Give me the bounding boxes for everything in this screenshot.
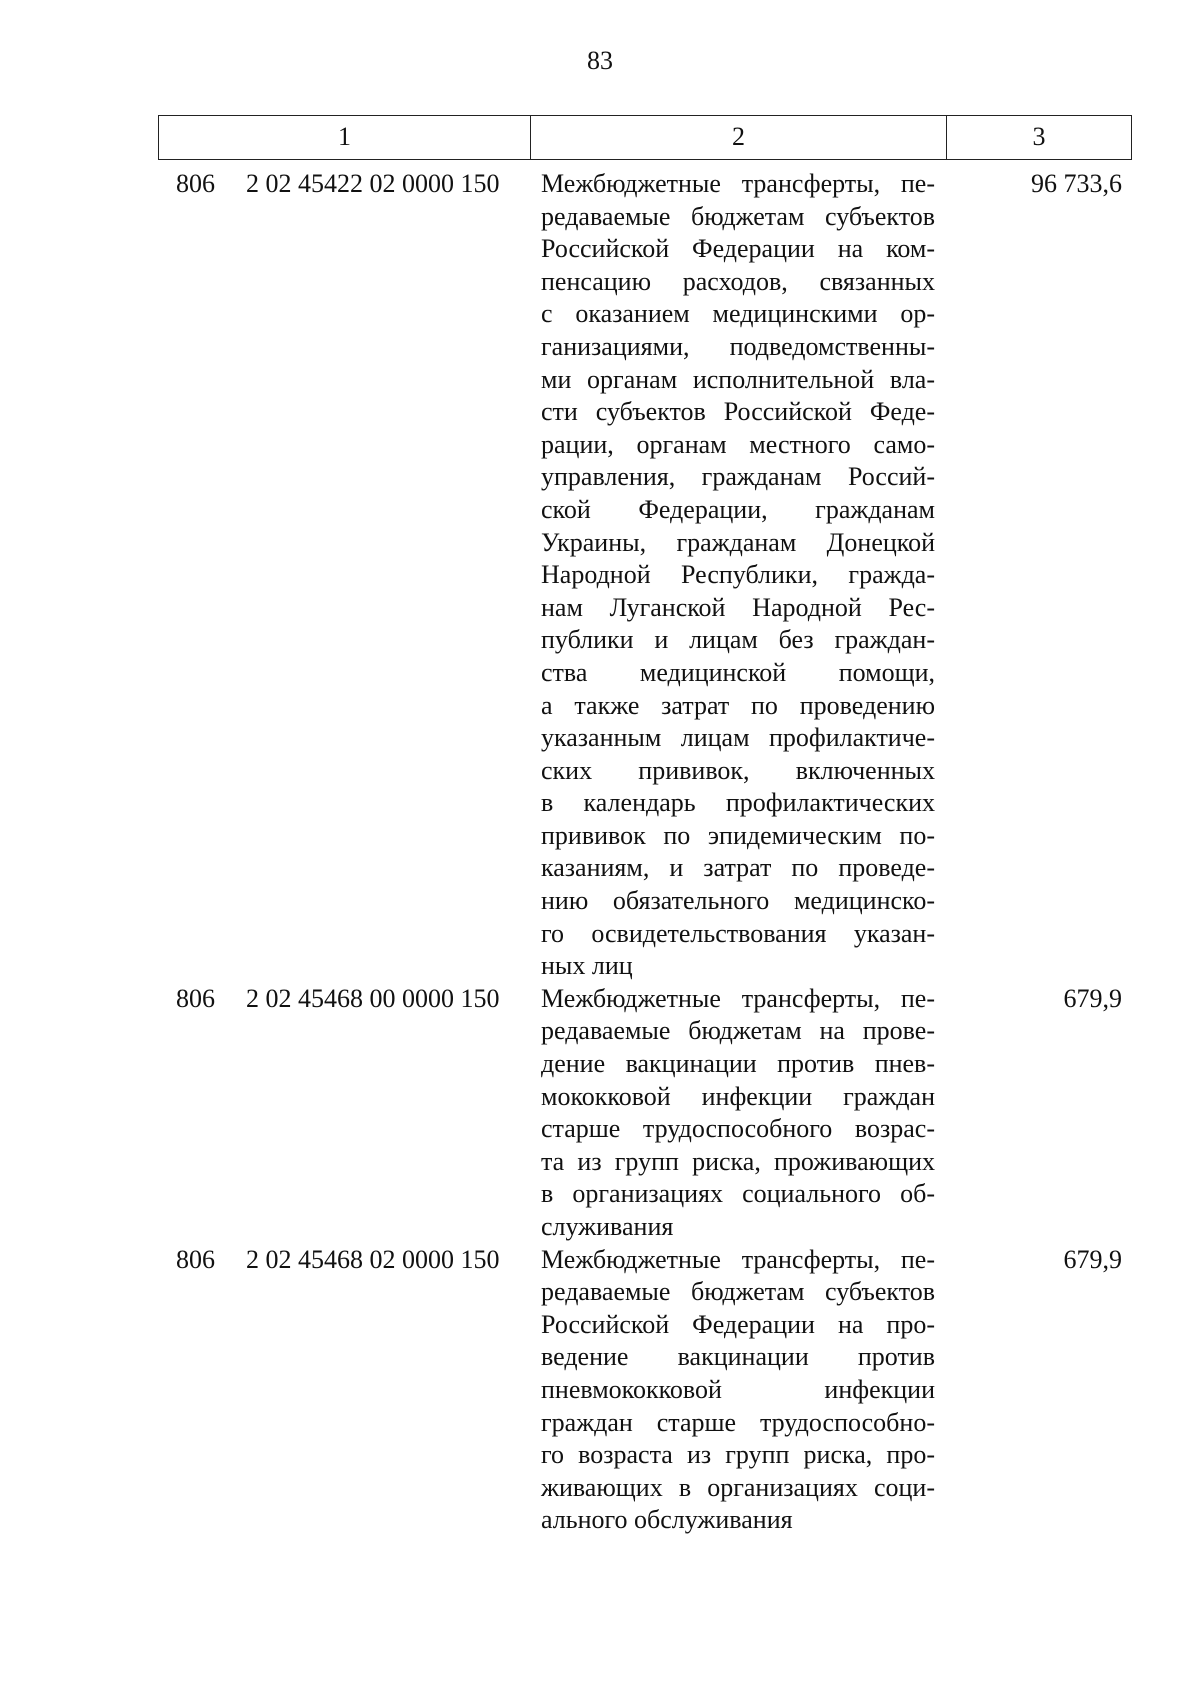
text-line: пневмококковой инфекции <box>541 1374 935 1404</box>
text-line: граждан старше трудоспособно- <box>541 1407 935 1437</box>
text-line: пенсацию расходов, связанных <box>541 266 935 296</box>
page-number: 83 <box>587 46 613 75</box>
table-row <box>158 983 1132 1244</box>
table-row <box>158 1244 1132 1537</box>
text-line: с оказанием медицинскими ор- <box>541 299 935 329</box>
column-header-2: 2 <box>531 116 947 159</box>
text-line: рации, органам местного само- <box>541 429 935 459</box>
text-line: прививок по эпидемическим по- <box>541 820 935 850</box>
income-code: 2 02 45422 02 0000 150 <box>246 169 500 198</box>
text-line: Межбюджетные трансферты, пе- <box>541 983 935 1013</box>
admin-code: 806 <box>176 983 215 1013</box>
text-line: Украины, гражданам Донецкой <box>541 527 935 557</box>
text-line: го освидетельствования указан- <box>541 918 935 948</box>
text-line: нию обязательного медицинско- <box>541 886 935 916</box>
text-line: ской Федерации, гражданам <box>541 494 935 524</box>
text-line: дение вакцинации против пнев- <box>541 1049 935 1079</box>
text-line: ства медицинской помощи, <box>541 657 935 687</box>
amount: 96 733,6 <box>1031 169 1122 198</box>
text-line: в календарь профилактических <box>541 788 935 818</box>
column-header-3: 3 <box>1032 122 1046 151</box>
text-line: служивания <box>541 1212 674 1241</box>
table-row <box>158 168 1132 983</box>
text-line: ального обслуживания <box>541 1505 793 1535</box>
admin-code: 806 <box>176 1244 215 1274</box>
text-line: ганизациями, подведомственны- <box>541 331 935 361</box>
column-header-1: 1 <box>159 116 531 159</box>
text-line: Межбюджетные трансферты, пе- <box>541 1244 935 1274</box>
text-line: ских прививок, включенных <box>541 755 935 785</box>
text-line: старше трудоспособного возрас- <box>541 1114 935 1144</box>
income-code: 2 02 45468 00 0000 150 <box>246 983 500 1013</box>
text-line: го возраста из групп риска, про- <box>541 1440 935 1470</box>
amount: 679,9 <box>1063 983 1122 1013</box>
table-header <box>158 115 1132 160</box>
income-name <box>541 1244 935 1537</box>
text-line: в организациях социального об- <box>541 1179 935 1209</box>
table-body <box>158 168 1132 1537</box>
admin-code: 806 <box>176 169 215 198</box>
text-line: мококковой инфекции граждан <box>541 1081 935 1111</box>
text-line: редаваемые бюджетам субъектов <box>541 201 935 231</box>
text-line: живающих в организациях соци- <box>541 1472 935 1502</box>
income-code: 2 02 45468 02 0000 150 <box>246 1244 500 1274</box>
text-line: публики и лицам без граждан- <box>541 625 935 655</box>
income-name <box>541 983 935 1244</box>
text-line: редаваемые бюджетам на прове- <box>541 1016 935 1046</box>
text-line: ми органам исполнительной вла- <box>541 364 935 394</box>
income-name <box>541 168 935 983</box>
text-line: Народной Республики, гражда- <box>541 560 935 590</box>
text-line: сти субъектов Российской Феде- <box>541 397 935 427</box>
text-line: та из групп риска, проживающих <box>541 1146 935 1176</box>
text-line: ных лиц <box>541 951 633 981</box>
text-line: редаваемые бюджетам субъектов <box>541 1277 935 1307</box>
text-line: Российской Федерации на ком- <box>541 234 935 264</box>
text-line: Российской Федерации на про- <box>541 1309 935 1339</box>
text-line: казаниям, и затрат по проведе- <box>541 853 935 883</box>
text-line: а также затрат по проведению <box>541 690 935 720</box>
amount: 679,9 <box>1063 1244 1122 1274</box>
text-line: указанным лицам профилактиче- <box>541 723 935 753</box>
text-line: управления, гражданам Россий- <box>541 462 935 492</box>
text-line: нам Луганской Народной Рес- <box>541 592 935 622</box>
text-line: Межбюджетные трансферты, пе- <box>541 169 935 198</box>
text-line: ведение вакцинации против <box>541 1342 935 1372</box>
